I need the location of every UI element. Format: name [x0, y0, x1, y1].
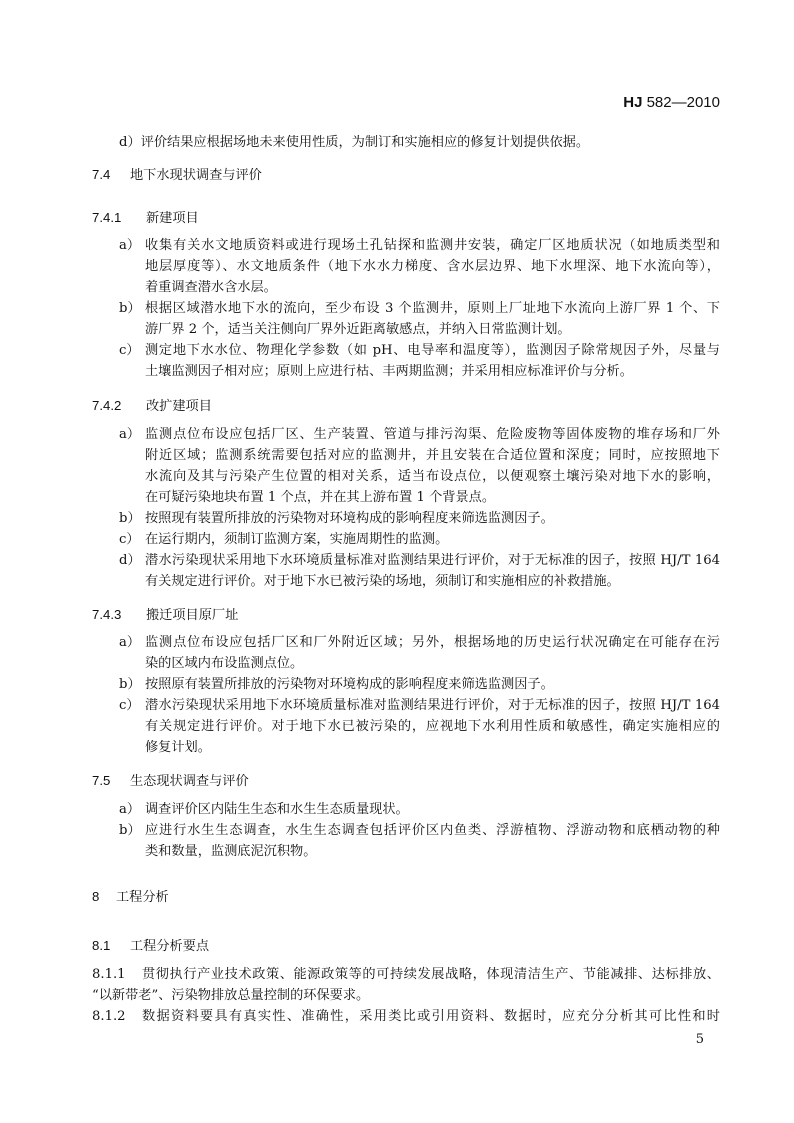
- list-label: c）: [119, 343, 140, 358]
- section-heading: 7.4 地下水现状调查与评价: [92, 167, 262, 182]
- section-heading: 7.4.3 搬迁项目原厂址: [92, 607, 239, 622]
- list-label: b）: [119, 301, 141, 316]
- list-label: a）: [119, 427, 141, 442]
- list-item: 潜水污染现状采用地下水环境质量标准对监测结果进行评价，对于无标准的因子，按照 HJ/T 164: [145, 698, 720, 713]
- list-item: 测定地下水水位、物理化学参数（如 pH、电导率和温度等），监测因子除常规因子外，尽量与: [145, 343, 720, 358]
- list-item: 调查评价区内陆生生态和水生生态质量现状。: [145, 802, 409, 817]
- list-item: 着重调查潜水含水层。: [145, 280, 277, 295]
- list-item: 有关规定进行评价。对于地下水已被污染的，应视地下水利用性质和敏感性，确定实施相应的: [145, 719, 720, 734]
- list-item: d）评价结果应根据场地未来使用性质，为制订和实施相应的修复计划提供依据。: [119, 135, 590, 150]
- list-item: 按照原有装置所排放的污染物对环境构成的影响程度来筛选监测因子。: [145, 677, 554, 692]
- clause-number: 8.1.2: [92, 1009, 126, 1024]
- list-item: 附近区域；监测系统需要包括对应的监测井，并且安装在合适位置和深度；同时，应按照地下: [145, 448, 720, 463]
- list-label: a）: [119, 238, 141, 253]
- list-label: a）: [119, 802, 141, 817]
- paragraph: 贯彻执行产业技术政策、能源政策等的可持续发展战略，体现清洁生产、节能减排、达标排放、: [142, 967, 720, 982]
- list-item: 监测点位布设应包括厂区、生产装置、管道与排污沟渠、危险废物等固体废物的堆存场和厂外: [145, 427, 720, 442]
- list-item: 染的区域内布设监测点位。: [145, 656, 304, 671]
- list-item: 在可疑污染地块布置 1 个点，并在其上游布置 1 个背景点。: [145, 490, 496, 505]
- list-label: b）: [119, 677, 141, 692]
- list-item: 应进行水生生态调查，水生生态调查包括评价区内鱼类、浮游植物、浮游动物和底栖动物的种: [145, 823, 720, 838]
- list-label: b）: [119, 823, 141, 838]
- paragraph: “以新带老”、污染物排放总量控制的环保要求。: [92, 988, 370, 1003]
- list-item: 在运行期内，须制订监测方案，实施周期性的监测。: [145, 532, 449, 547]
- list-item: 类和数量，监测底泥沉积物。: [145, 844, 317, 859]
- list-item: 土壤监测因子相对应；原则上应进行枯、丰两期监测；并采用相应标准评价与分析。: [145, 364, 633, 379]
- page-number: 5: [695, 1032, 704, 1047]
- list-item: 潜水污染现状采用地下水环境质量标准对监测结果进行评价，对于无标准的因子，按照 HJ/T 164: [145, 553, 720, 568]
- list-label: c）: [119, 532, 140, 547]
- list-label: b）: [119, 511, 141, 526]
- list-item: 游厂界 2 个，适当关注侧向厂界外近距离敏感点，并纳入日常监测计划。: [145, 322, 571, 337]
- clause-number: 8.1.1: [92, 967, 126, 982]
- list-item: 水流向及其与污染产生位置的相对关系，适当布设点位，以便观察土壤污染对地下水的影响，: [145, 469, 720, 484]
- list-item: 地层厚度等）、水文地质条件（地下水水力梯度、含水层边界、地下水埋深、地下水流向等），: [145, 259, 720, 274]
- list-label: c）: [119, 698, 140, 713]
- section-heading: 8.1 工程分析要点: [92, 938, 210, 953]
- list-item: 收集有关水文地质资料或进行现场土孔钻探和监测井安装，确定厂区地质状况（如地质类型和: [145, 238, 720, 253]
- list-item: 按照现有装置所排放的污染物对环境构成的影响程度来筛选监测因子。: [145, 511, 554, 526]
- list-label: d）: [119, 553, 141, 568]
- section-heading: 7.4.2 改扩建项目: [92, 398, 212, 413]
- list-item: 修复计划。: [145, 740, 211, 755]
- list-item: 有关规定进行评价。对于地下水已被污染的场地，须制订和实施相应的补救措施。: [145, 574, 620, 589]
- standard-number: HJ 582—2010: [623, 94, 720, 111]
- paragraph: 数据资料要具有真实性、准确性，采用类比或引用资料、数据时，应充分分析其可比性和时: [142, 1009, 720, 1024]
- chapter-heading: 8 工程分析: [92, 889, 169, 904]
- list-label: a）: [119, 635, 141, 650]
- list-item: 根据区域潜水地下水的流向，至少布设 3 个监测井，原则上厂址地下水流向上游厂界 1 个、下: [145, 301, 720, 316]
- list-item: 监测点位布设应包括厂区和厂外附近区域；另外，根据场地的历史运行状况确定在可能存在污: [145, 635, 720, 650]
- section-heading: 7.4.1 新建项目: [92, 210, 199, 225]
- section-heading: 7.5 生态现状调查与评价: [92, 773, 249, 788]
